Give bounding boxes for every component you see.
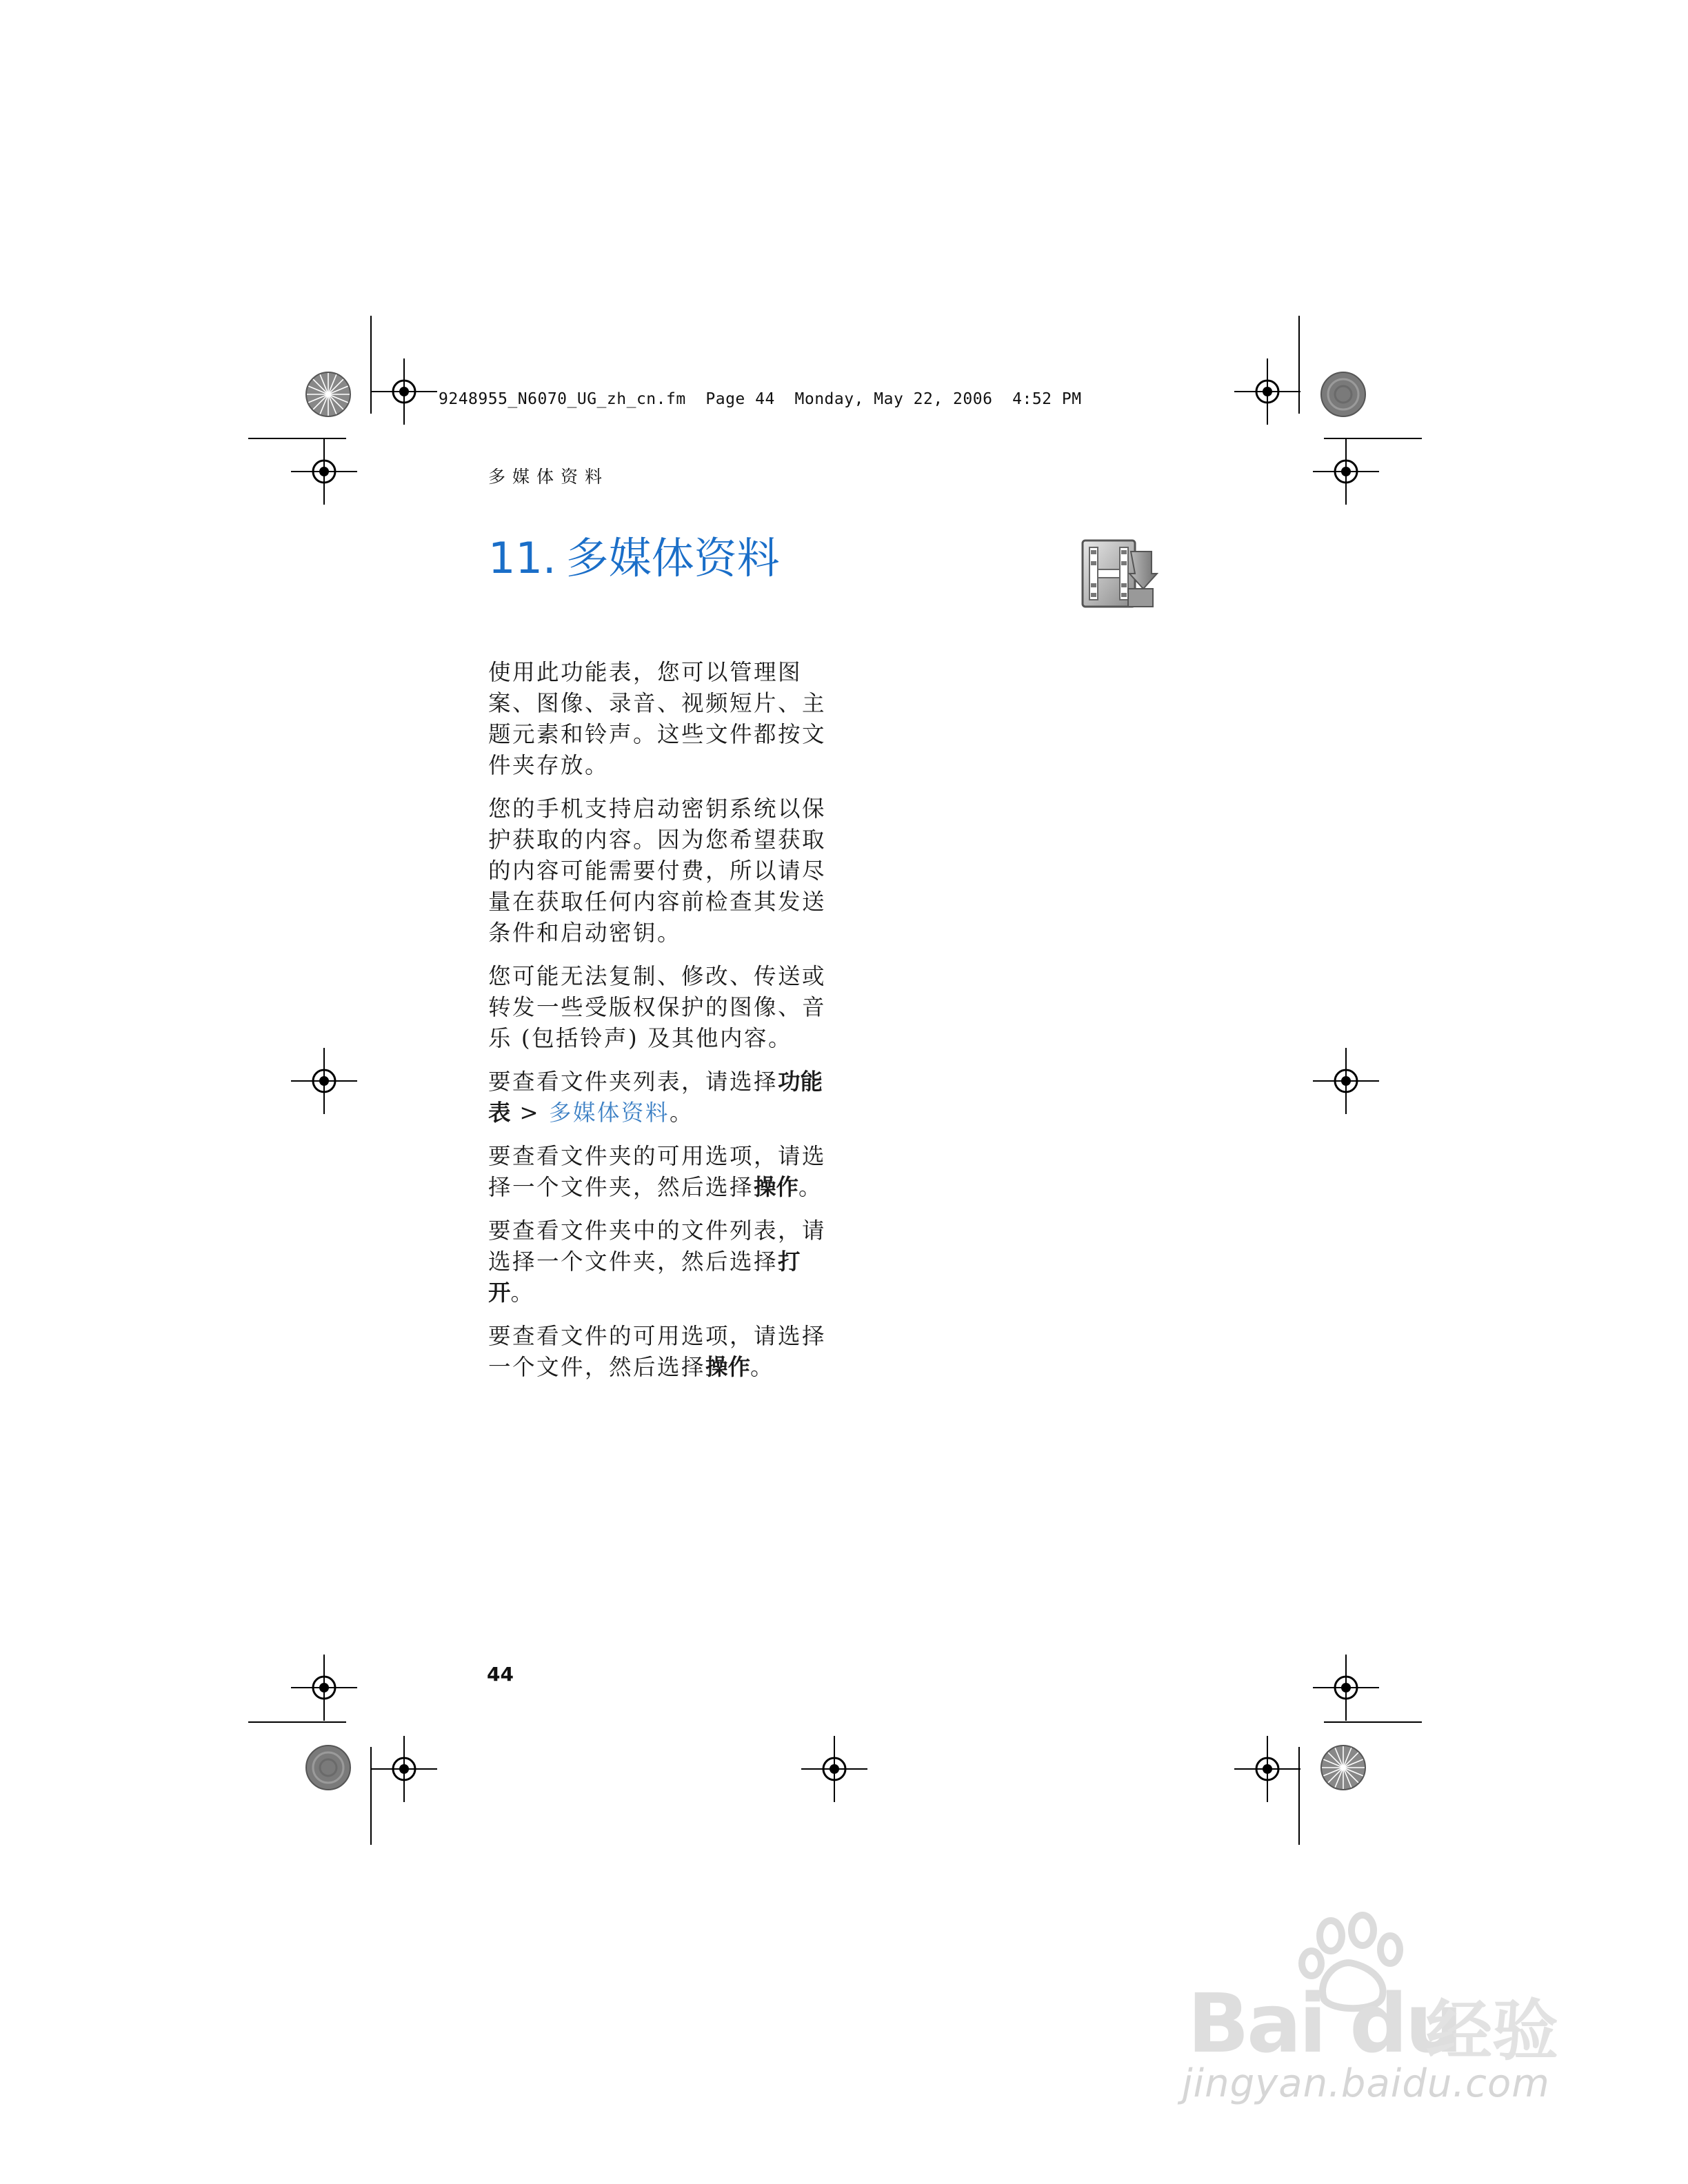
watermark-suffix: 经验 bbox=[1426, 1992, 1558, 2070]
page-number: 44 bbox=[487, 1663, 514, 1686]
intro-paragraph: 使用此功能表，您可以管理图案、图像、录音、视频短片、主题元素和铃声。这些文件都按文件夹存放。 bbox=[488, 659, 827, 778]
view-folder-list-paragraph: 要查看文件夹列表，请选择功能表 > 多媒体资料。 bbox=[488, 1069, 823, 1126]
folder-files-paragraph: 要查看文件夹中的文件列表，请选择一个文件夹，然后选择打开。 bbox=[488, 1217, 827, 1306]
options-term: 操作 bbox=[754, 1174, 799, 1200]
file-info-header: 9248955_N6070_UG_zh_cn.fm Page 44 Monday, May 22, 2006 4:52 PM bbox=[439, 390, 1082, 408]
chapter-number: 11. bbox=[488, 533, 556, 583]
options-term: 操作 bbox=[705, 1354, 751, 1380]
gallery-link[interactable]: 多媒体资料 bbox=[548, 1100, 670, 1126]
chapter-body bbox=[488, 657, 833, 1395]
file-options-paragraph: 要查看文件的可用选项，请选择一个文件，然后选择操作。 bbox=[488, 1323, 827, 1380]
menu-term: 功能表 bbox=[488, 1069, 823, 1126]
gallery-film-icon bbox=[1080, 538, 1158, 611]
activation-key-paragraph: 您的手机支持启动密钥系统以保护获取的内容。因为您希望获取的内容可能需要付费，所以请尽量在获取任何内容前检查其发送条件和启动密钥。 bbox=[488, 796, 827, 946]
open-term: 打开 bbox=[488, 1248, 801, 1306]
running-head: 多媒体资料 bbox=[488, 467, 610, 487]
copyright-paragraph: 您可能无法复制、修改、传送或转发一些受版权保护的图像、音乐 (包括铃声) 及其他内容。 bbox=[488, 963, 827, 1051]
chapter-title bbox=[488, 524, 780, 585]
watermark-url: jingyan.baidu.com bbox=[1182, 2061, 1550, 2106]
watermark-brand: Bai du bbox=[1187, 1976, 1460, 2071]
chapter-title-text: 多媒体资料 bbox=[565, 533, 780, 583]
folder-options-paragraph: 要查看文件夹的可用选项，请选择一个文件夹，然后选择操作。 bbox=[488, 1143, 827, 1200]
